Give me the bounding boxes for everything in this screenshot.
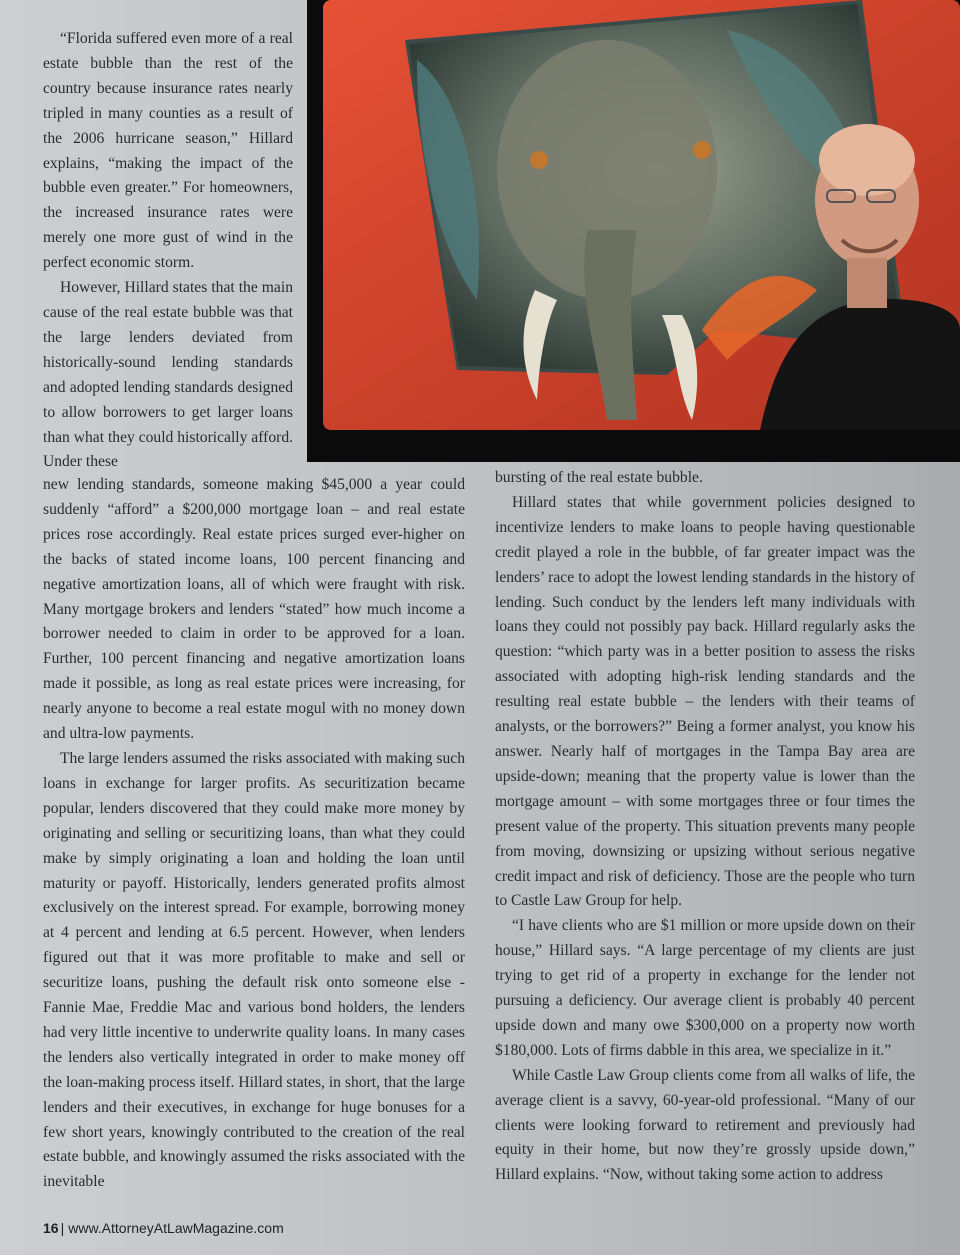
paragraph: Hillard states that while government policies designed to incentivize lenders to make loans to people having questionable credit played a role in the bubble, of far greater impact was the lenders’ race to adopt the lowest lending standards in the history of lending. Such conduct by the lenders left many individuals with loans they could not possibly pay back. Hillard regularly asks the question: “which party was in a better position to assess the risks associated with adopting high-risk lending standards and the resulting real estate bubble – the lenders with their teams of analysts, or the borrowers?” Being a former analyst, you know his answer. Nearly half of mortgages in the Tampa Bay area are upside-down; meaning that the property value is lower than the mortgage amount – with some mortgages three or four times the present value of the property. This situation prevents many people from moving, downsizing or upsizing without serious negative credit impact and risk of deficiency. Those are the people who turn to Castle Law Group for help.	[495, 493, 915, 910]
paragraph: While Castle Law Group clients come from all walks of life, the average client is a savvy, 60-year-old professional. “Many of our clients were looking forward to retirement and previously had equity in their home, but now they’re grossly upside down,” Hillard explains. “Now, without taking some action to address	[495, 1066, 915, 1184]
paragraph: “I have clients who are $1 million or more upside down on their house,” Hillard says. “A large percentage of my clients are just trying to get rid of a property in exchange for the lender not pursuing a deficiency. Our average client is probably 40 percent upside down and many owe $300,000 on a property now worth $180,000. Lots of firms dabble in this area, we specialize in it.”	[495, 917, 915, 1059]
footer-separator: |	[60, 1220, 65, 1236]
paragraph: However, Hillard states that the main cause of the real estate bubble was that the large lenders deviated from historically-sound lending standards and adopted lending standards designed to allow borrowers to get larger loans than what they could historically afford. Under these	[43, 279, 294, 471]
paragraph: bursting of the real estate bubble.	[495, 469, 703, 486]
article-column-left-top	[43, 27, 293, 475]
paragraph: “Florida suffered even more of a real estate bubble than the rest of the country because insurance rates nearly tripled in many counties as a result of the 2006 hurricane season,” Hillard explains, “making the impact of the bubble even greater.” For homeowners, the increased insurance rates were merely one more gust of wind in the perfect economic storm.	[43, 30, 293, 272]
article-column-left-bottom	[43, 473, 465, 1195]
page-number: 16	[43, 1220, 59, 1236]
page-footer	[43, 1220, 284, 1236]
paragraph: The large lenders assumed the risks associated with making such loans in exchange for larger profits. As securitization became popular, lenders discovered that they could make more money by originating and selling or securitizing loans, than what they could make by simply originating a loan and holding the loan until maturity or payoff. Historically, lenders generated profits almost exclusively on the interest spread. For example, borrowing money at 4 percent and lending at 6.5 percent. However, when lenders figured out that it was more profitable to make and sell or securitize loans, pushing the default risk onto someone else - Fannie Mae, Freddie Mac and various bond holders, the lenders had very little incentive to underwrite quality loans. In many cases the lenders also vertically integrated in order to make money off the loan-making process itself. Hillard states, in short, that the large lenders and their executives, in exchange for huge bonuses for a few short years, knowingly contributed to the creation of the real estate bubble, and knowingly assumed the risks associated with the inevitable	[43, 749, 465, 1191]
article-photo	[307, 0, 960, 462]
footer-website: www.AttorneyAtLawMagazine.com	[68, 1220, 284, 1236]
article-column-right	[495, 466, 915, 1188]
paragraph: new lending standards, someone making $45,000 a year could suddenly “afford” a $200,000 mortgage loan – and real estate prices rose accordingly. Real estate prices surged ever-higher on the backs of stated income loans, 100 percent financing and negative amortization loans, all of which were fraught with risk. Many mortgage brokers and lenders “stated” how much income a borrower needed to claim in order to be approved for a loan. Further, 100 percent financing and negative amortization loans made it possible, as long as real estate prices were increasing, for nearly anyone to become a real estate mogul with no money down and ultra-low payments.	[43, 476, 465, 743]
